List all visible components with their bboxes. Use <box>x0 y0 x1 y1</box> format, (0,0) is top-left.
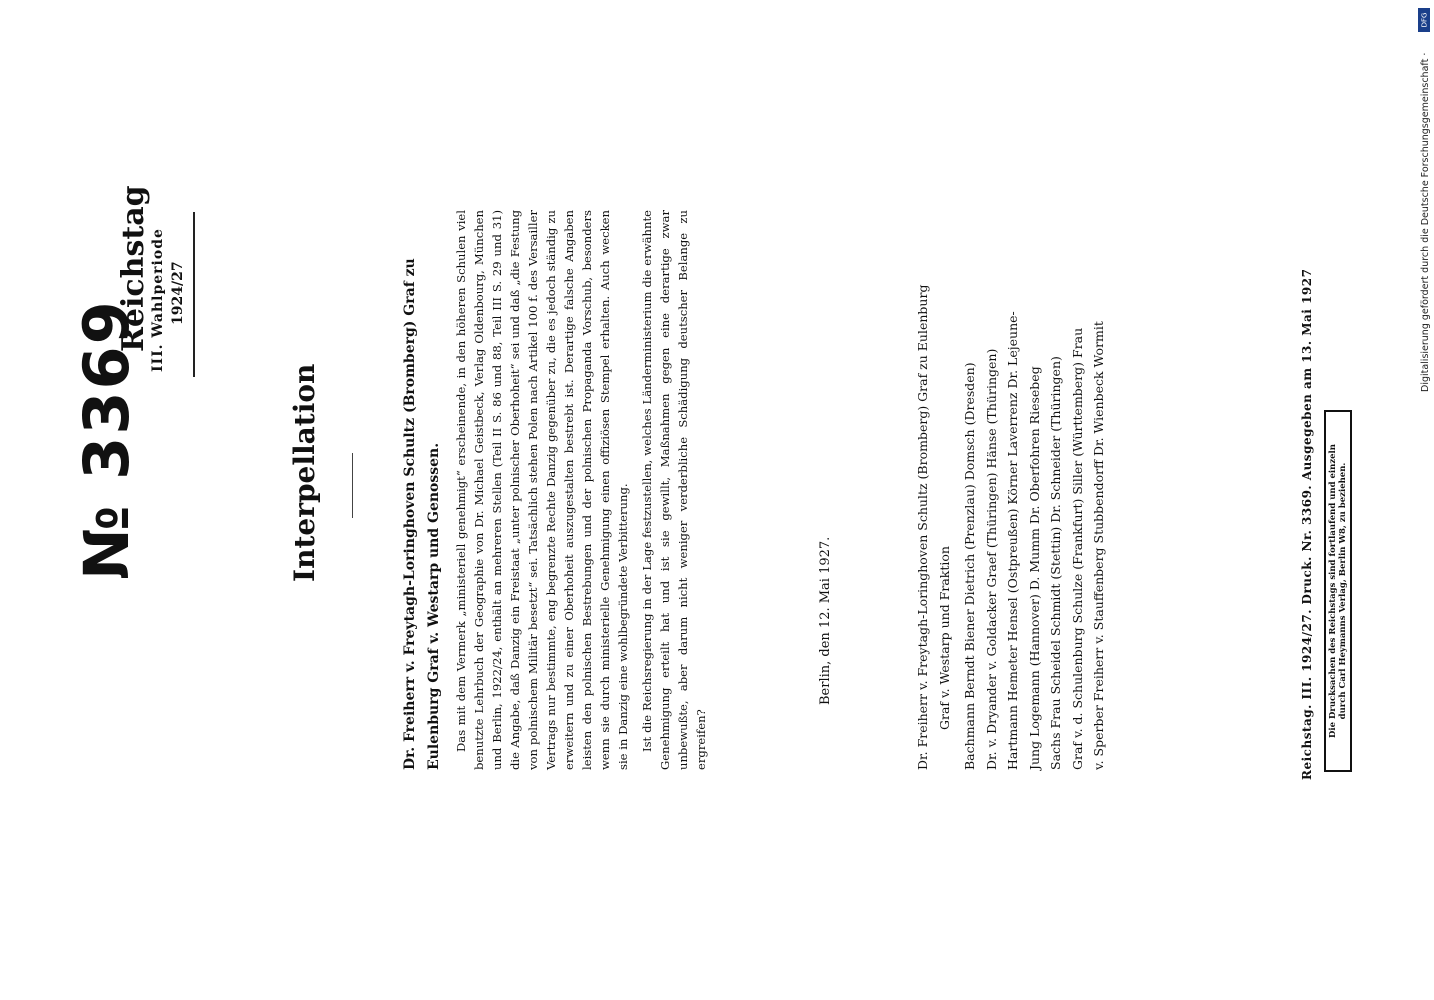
body-paragraph: Das mit dem Vermerk „ministeriell genehmigt“ erscheinende, in den höheren Schulen viel benutzte Lehrbuch der Geographie von Dr. Michael Geistbeck, Verlag Oldenbourg, München und Berlin, 1922/24, enthält an mehreren Stellen (Teil II S. 86 und 88, Teil III S. 29 und 31) die Angabe, daß Danzig ein Freistaat „unter polnischer Oberhoheit“ sei und daß „die Festung von polnischem Militär besetzt“ sei. Tatsächlich stehen Polen nach Artikel 100 f. des Versailler Vertrags nur bestimmte, eng begrenzte Rechte Danzig gegenüber zu, die es jedoch ständig zu erweitern und zu einer Oberhoheit auszugestalten bestrebt ist. Derartige falsche Angaben leisten den polnischen Bestrebungen und der polnischen Propaganda Vorschub, besonders wenn sie durch ministerielle Genehmigung einen offiziösen Stempel erhalten. Auch wecken sie in Danzig eine wohlbegründete Verbitterung. <box>454 210 630 770</box>
document-title: Interpellation <box>288 363 321 582</box>
period-label: III. Wahlperiode <box>150 228 166 372</box>
distribution-box <box>1324 410 1352 772</box>
interpellation-body <box>452 210 716 770</box>
distribution-line: Die Drucksachen des Reichstags sind fortlaufend und einzeln <box>1328 444 1338 738</box>
title-rule <box>352 453 353 518</box>
signers-head-line: Graf v. Westarp und Fraktion <box>936 546 952 730</box>
institution-title: Reichstag <box>116 185 151 352</box>
signer-row: Bachmann Berndt Biener Dietrich (Prenzlau) Domsch (Dresden) <box>962 362 977 770</box>
dfg-logo: DFG <box>1418 8 1430 32</box>
signers-list <box>912 210 1110 770</box>
header-rule <box>193 212 195 377</box>
date-line: Berlin, den 12. Mai 1927. <box>818 536 833 705</box>
signers-head <box>912 210 955 770</box>
document-number: № 3369 <box>70 299 143 580</box>
footer-line: Reichstag. III. 1924/27. Druck. Nr. 3369. Ausgegeben am 13. Mai 1927 <box>1300 268 1314 780</box>
signer-row: v. Sperber Freiherr v. Stauffenberg Stubbendorff Dr. Wienbeck Wormit <box>1091 321 1106 770</box>
signers-head-line: Dr. Freiherr v. Freytagh-Loringhoven Schultz (Bromberg) Graf zu Eulenburg <box>915 284 930 770</box>
signer-row: Jung Logemann (Hannover) D. Mumm Dr. Oberfohren Riesebeg <box>1026 366 1042 770</box>
signer-row: Dr. v. Dryander v. Goldacker Graef (Thüringen) Hänse (Thüringen) <box>983 348 999 770</box>
signer-row: Hartmann Hemeter Hensel (Ostpreußen) Körner Laverrenz Dr. Lejeune- <box>1005 311 1020 770</box>
distribution-line: durch Carl Heymanns Verlag, Berlin W8, zu beziehen. <box>1338 462 1348 720</box>
period-years: 1924/27 <box>170 261 186 325</box>
body-paragraph: Ist die Reichsregierung in der Lage festzustellen, welches Länderministerium die erwähnte Genehmigung erteilt hat und ist sie gewillt, Maßnahmen gegen eine derartige zwar unbewußte, aber darum nicht weniger verderbliche Schädigung deutscher Belange zu ergreifen? <box>640 210 708 770</box>
digitization-note: Digitalisierung gefördert durch die Deutsche Forschungsgemeinschaft · <box>1420 52 1431 392</box>
signer-row: Sachs Frau Scheidel Schmidt (Stettin) Dr. Schneider (Thüringen) <box>1048 356 1063 770</box>
signer-row: Graf v. d. Schulenburg Schulze (Frankfurt) Siller (Württemberg) Frau <box>1069 327 1085 770</box>
authors: Dr. Freiherr v. Freytagh-Loringhoven Schultz (Bromberg) Graf zu Eulenburg Graf v. Westarp und Genossen. <box>402 258 442 770</box>
